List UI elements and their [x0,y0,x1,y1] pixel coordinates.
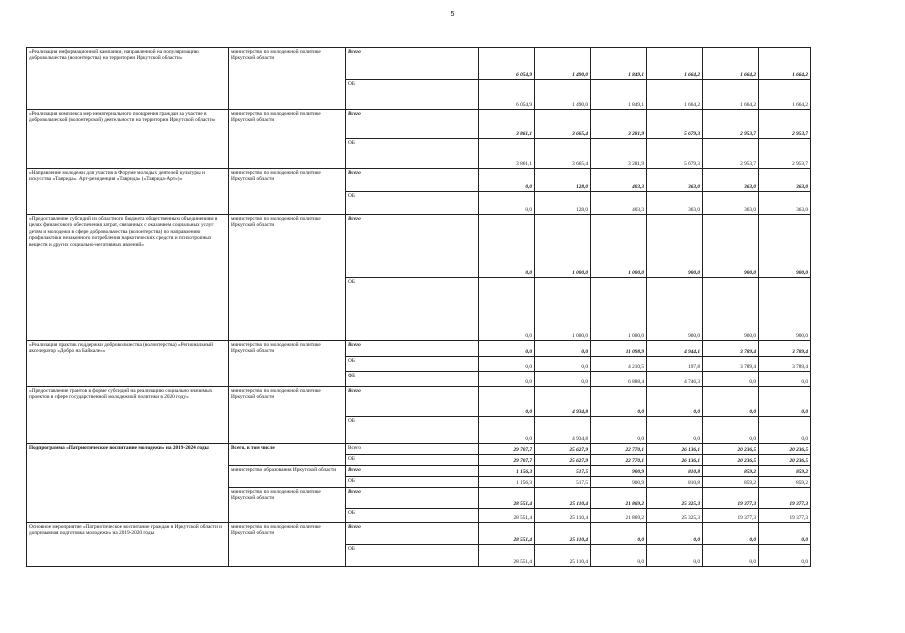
value-cell-1: 0,0 [479,215,535,278]
value-cell-2: 0,0 [535,357,591,372]
funding-source-cell: ОБ [346,278,479,341]
value-cell-3: 900,9 [591,466,647,477]
value-cell-4: 363,0 [647,192,703,215]
table-row [27,387,811,417]
value-cell-1: 29 707,7 [479,444,535,455]
value-cell-1: 0,0 [479,372,535,387]
value-cell-4: 5 679,3 [647,139,703,169]
value-cell-5: 363,0 [703,169,759,192]
funding-source-cell: ОБ [346,545,479,567]
value-cell-4: 363,0 [647,169,703,192]
value-cell-6: 3 789,4 [759,357,811,372]
value-cell-4: 4 746,3 [647,372,703,387]
value-cell-4: 900,0 [647,215,703,278]
measure-name-cell: Подпрограмма «Патриотическое воспитание молодежи» на 2019-2024 годы [27,444,229,523]
value-cell-3: 6 888,4 [591,372,647,387]
executor-cell: министерство по молодежной политике Иркутской области [229,387,346,444]
executor-cell: министерство по молодежной политике Иркутской области [229,48,346,110]
value-cell-6: 0,0 [759,387,811,417]
value-cell-4: 25 325,3 [647,509,703,523]
value-cell-3: 0,0 [591,545,647,567]
value-cell-5: 900,0 [703,215,759,278]
executor-cell: министерство образования Иркутской области [229,466,346,488]
funding-source-cell: Всего [346,444,479,455]
measure-name-cell: «Предоставление субсидий из областного бюджета общественным объединениям в целях финансового обеспечения затрат, связанных с оказанием социальных услуг детям и молодежи в сфере добровольчества (волонтерства) по направлению профилактики незаконного потребления наркотических средств и психотропных веществ и других социально-негативных явлений» [27,215,229,341]
value-cell-3: 1 000,0 [591,215,647,278]
value-cell-6: 363,0 [759,169,811,192]
value-cell-2: 25 627,9 [535,455,591,466]
value-cell-5: 3 789,4 [703,341,759,357]
value-cell-5: 0,0 [703,372,759,387]
value-cell-5: 19 377,3 [703,509,759,523]
value-cell-1: 28 551,4 [479,545,535,567]
value-cell-4: 1 664,2 [647,80,703,110]
funding-source-cell: Всего [346,523,479,545]
value-cell-3: 21 869,2 [591,488,647,509]
executor-cell: министерство по молодежной политике Иркутской области [229,169,346,215]
value-cell-1: 0,0 [479,341,535,357]
funding-source-cell: ОБ [346,80,479,110]
table-body [27,48,811,567]
value-cell-5: 0,0 [703,545,759,567]
value-cell-1: 0,0 [479,192,535,215]
value-cell-1: 1 156,3 [479,466,535,477]
value-cell-2: 517,5 [535,466,591,477]
funding-source-cell: Всего [346,466,479,477]
measure-name-cell: «Реализация комплекса мер нематериального поощрения граждан за участие в добровольческой (волонтерской) деятельности на территории Иркутской области» [27,110,229,169]
executor-cell: министерство по молодежной политике Иркутской области [229,341,346,387]
value-cell-2: 1 490,0 [535,80,591,110]
value-cell-5: 20 236,5 [703,455,759,466]
value-cell-6: 363,0 [759,192,811,215]
value-cell-5: 1 664,2 [703,48,759,80]
table-row [27,48,811,80]
value-cell-2: 25 110,4 [535,509,591,523]
value-cell-3: 1 000,0 [591,278,647,341]
value-cell-2: 1 000,0 [535,215,591,278]
value-cell-2: 25 110,4 [535,545,591,567]
value-cell-6: 859,2 [759,466,811,477]
table-row [27,215,811,278]
funding-source-cell: ОБ [346,477,479,488]
value-cell-4: 0,0 [647,387,703,417]
value-cell-2: 3 665,4 [535,139,591,169]
value-cell-4: 0,0 [647,417,703,444]
funding-source-cell: ОБ [346,192,479,215]
executor-cell: министерство по молодежной политике Иркутской области [229,215,346,341]
value-cell-6: 19 377,3 [759,488,811,509]
value-cell-3: 0,0 [591,523,647,545]
value-cell-3: 403,3 [591,169,647,192]
funding-source-cell: ОБ [346,139,479,169]
value-cell-1: 0,0 [479,278,535,341]
funding-source-cell: Всего [346,341,479,357]
value-cell-5: 859,2 [703,477,759,488]
funding-source-cell: ОБ [346,455,479,466]
value-cell-3: 900,9 [591,477,647,488]
value-cell-3: 0,0 [591,417,647,444]
value-cell-1: 0,0 [479,169,535,192]
value-cell-2: 128,0 [535,192,591,215]
funding-source-cell: ФБ [346,372,479,387]
executor-cell: министерство по молодежной политике Иркутской области [229,110,346,169]
table-row [27,444,811,455]
table-row [27,169,811,192]
funding-source-cell: ОБ [346,417,479,444]
value-cell-6: 0,0 [759,545,811,567]
value-cell-6: 900,0 [759,215,811,278]
value-cell-2: 25 627,9 [535,444,591,455]
value-cell-6: 20 236,5 [759,455,811,466]
value-cell-1: 3 861,1 [479,139,535,169]
value-cell-1: 0,0 [479,387,535,417]
value-cell-6: 2 953,7 [759,139,811,169]
value-cell-5: 19 377,3 [703,488,759,509]
value-cell-4: 26 136,1 [647,444,703,455]
executor-cell: министерство по молодежной политике Иркутской области [229,523,346,567]
value-cell-3: 22 770,1 [591,455,647,466]
value-cell-6: 19 377,3 [759,509,811,523]
value-cell-5: 900,0 [703,278,759,341]
value-cell-1: 0,0 [479,417,535,444]
funding-source-cell: Всего [346,215,479,278]
value-cell-2: 4 934,8 [535,417,591,444]
table-row [27,110,811,139]
funding-source-cell: Всего [346,387,479,417]
funding-source-cell: Всего [346,488,479,509]
value-cell-2: 517,5 [535,477,591,488]
value-cell-6: 1 664,2 [759,80,811,110]
value-cell-2: 0,0 [535,341,591,357]
value-cell-5: 3 789,4 [703,357,759,372]
value-cell-6: 0,0 [759,417,811,444]
value-cell-6: 1 664,2 [759,48,811,80]
value-cell-3: 0,0 [591,387,647,417]
value-cell-3: 3 281,9 [591,110,647,139]
value-cell-5: 0,0 [703,417,759,444]
value-cell-6: 0,0 [759,372,811,387]
value-cell-2: 1 490,0 [535,48,591,80]
value-cell-3: 1 849,1 [591,48,647,80]
value-cell-4: 810,8 [647,477,703,488]
value-cell-5: 0,0 [703,387,759,417]
budget-table [26,47,811,567]
value-cell-5: 20 236,5 [703,444,759,455]
value-cell-4: 810,8 [647,466,703,477]
executor-cell: Всего, в том числе [229,444,346,466]
value-cell-3: 4 210,5 [591,357,647,372]
executor-cell: министерство по молодежной политике Иркутской области [229,488,346,523]
value-cell-3: 11 098,9 [591,341,647,357]
measure-name-cell: «Реализация практик поддержки добровольчества (волонтерства) «Региональный акселератор «Добро на Байкале»» [27,341,229,387]
value-cell-3: 21 869,2 [591,509,647,523]
funding-source-cell: Всего [346,110,479,139]
value-cell-6: 20 236,5 [759,444,811,455]
value-cell-5: 0,0 [703,523,759,545]
value-cell-6: 2 953,7 [759,110,811,139]
funding-source-cell: Всего [346,48,479,80]
value-cell-2: 0,0 [535,372,591,387]
value-cell-5: 859,2 [703,466,759,477]
table-row [27,523,811,545]
value-cell-1: 28 551,4 [479,509,535,523]
value-cell-4: 0,0 [647,545,703,567]
funding-source-cell: Всего [346,169,479,192]
value-cell-5: 363,0 [703,192,759,215]
measure-name-cell: Основное мероприятие «Патриотическое воспитание граждан в Иркутской области и допризывная подготовка молодежи» на 2019-2020 годы [27,523,229,567]
value-cell-1: 3 861,1 [479,110,535,139]
value-cell-3: 22 770,1 [591,444,647,455]
value-cell-4: 1 664,2 [647,48,703,80]
value-cell-5: 2 953,7 [703,139,759,169]
value-cell-2: 128,0 [535,169,591,192]
value-cell-4: 4 944,1 [647,341,703,357]
measure-name-cell: «Реализация информационной кампании, направленной на популяризацию добровольчества (волонтерства) на территории Иркутской области» [27,48,229,110]
value-cell-5: 2 953,7 [703,110,759,139]
measure-name-cell: «Направление молодежи для участия в Форуме молодых деятелей культуры и искусства «Таврида». Арт-резиденция «Таврида» («Таврида-Арт»)» [27,169,229,215]
value-cell-1: 29 707,7 [479,455,535,466]
value-cell-1: 6 054,9 [479,80,535,110]
value-cell-1: 6 054,9 [479,48,535,80]
value-cell-6: 859,2 [759,477,811,488]
value-cell-1: 1 156,3 [479,477,535,488]
value-cell-1: 28 551,4 [479,523,535,545]
value-cell-1: 28 551,4 [479,488,535,509]
value-cell-6: 3 789,4 [759,341,811,357]
value-cell-3: 1 849,1 [591,80,647,110]
value-cell-1: 0,0 [479,357,535,372]
value-cell-6: 0,0 [759,523,811,545]
value-cell-4: 0,0 [647,523,703,545]
funding-source-cell: ОБ [346,357,479,372]
value-cell-3: 403,3 [591,192,647,215]
value-cell-4: 26 136,1 [647,455,703,466]
funding-source-cell: ОБ [346,509,479,523]
page-number: 5 [450,11,455,18]
value-cell-4: 5 679,3 [647,110,703,139]
value-cell-6: 900,0 [759,278,811,341]
value-cell-3: 3 281,9 [591,139,647,169]
value-cell-2: 25 110,4 [535,523,591,545]
table-row [27,341,811,357]
value-cell-2: 3 665,4 [535,110,591,139]
value-cell-2: 25 110,4 [535,488,591,509]
value-cell-2: 1 000,0 [535,278,591,341]
measure-name-cell: «Предоставление грантов в форме субсидий на реализацию социально значимых проектов в сфере государственной молодежной политики в 2020 году» [27,387,229,444]
value-cell-4: 900,0 [647,278,703,341]
value-cell-5: 1 664,2 [703,80,759,110]
value-cell-2: 4 934,8 [535,387,591,417]
value-cell-4: 25 325,3 [647,488,703,509]
value-cell-4: 197,8 [647,357,703,372]
